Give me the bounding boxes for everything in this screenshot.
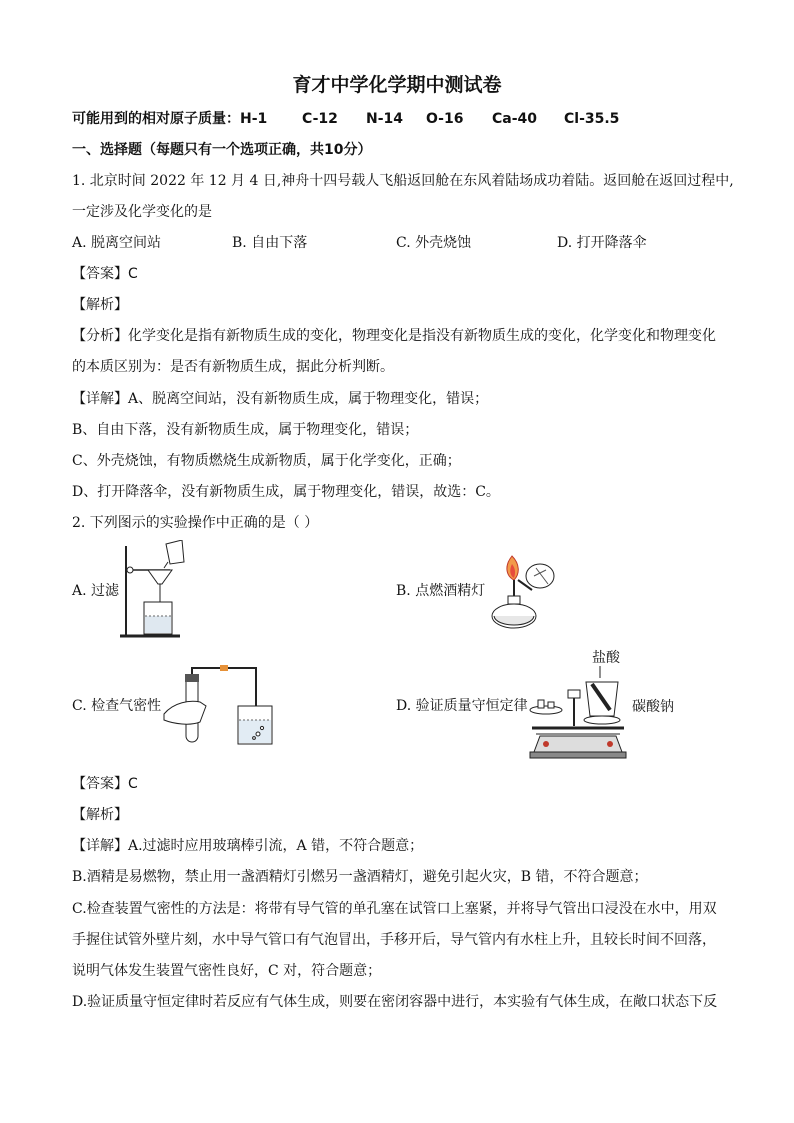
label-sodium-carbonate: 碳酸钠 [632, 699, 674, 715]
atomic-mass-ca: Ca-40 [492, 111, 538, 127]
q2-detail-a: 【详解】A.过滤时应用玻璃棒引流，A 错，不符合题意； [72, 838, 424, 854]
label-hydrochloric-acid: 盐酸 [592, 650, 620, 666]
q2-answer: 【答案】C [72, 776, 138, 792]
q1-answer: 【答案】C [72, 266, 138, 282]
q1-option-a: A. 脱离空间站 [72, 235, 162, 251]
balance-figure [526, 664, 636, 764]
q2-detail-c3: 说明气体发生装置气密性良好，C 对，符合题意； [72, 963, 382, 979]
q1-stem-line1: 1. 北京时间 2022 年 12 月 4 日,神舟十四号载人飞船返回舱在东风着陆场成功着陆。返回舱在返回过程中, [72, 173, 734, 189]
q1-option-c: C. 外壳烧蚀 [396, 235, 472, 251]
q2-detail-c2: 手握住试管外壁片刻，水中导气管口有气泡冒出，手移开后，导气管内有水柱上升，且较长时间不回落， [72, 932, 716, 948]
q1-detail-d: D、打开降落伞，没有新物质生成，属于物理变化，错误，故选：C。 [72, 484, 500, 500]
q2-option-b: B. 点燃酒精灯 [396, 583, 486, 599]
q2-detail-c1: C.检查装置气密性的方法是：将带有导气管的单孔塞在试管口上塞紧，并将导气管出口浸没在水中，用双 [72, 901, 717, 917]
q1-analysis-label: 【解析】 [72, 297, 128, 313]
atomic-masses-label: 可能用到的相对原子质量： [72, 111, 240, 127]
filtration-figure [118, 540, 198, 640]
q2-option-d: D. 验证质量守恒定律 [396, 698, 528, 714]
atomic-mass-c: C-12 [302, 111, 338, 127]
section-heading: 一、选择题（每题只有一个选项正确，共10分） [72, 142, 372, 158]
atomic-mass-h: H-1 [240, 111, 268, 127]
q2-detail-b: B.酒精是易燃物，禁止用一盏酒精灯引燃另一盏酒精灯，避免引起火灾，B 错，不符合题意； [72, 869, 648, 885]
page-title: 育才中学化学期中测试卷 [292, 74, 502, 96]
atomic-masses-line [72, 109, 619, 129]
q1-detail-a: 【详解】A、脱离空间站，没有新物质生成，属于物理变化，错误； [72, 391, 489, 407]
q2-detail-d: D.验证质量守恒定律时若反应有气体生成，则要在密闭容器中进行，本实验有气体生成，在敞口状态下反 [72, 994, 718, 1010]
q1-fenxi-line2: 的本质区别为：是否有新物质生成，据此分析判断。 [72, 359, 394, 375]
q1-fenxi-line1: 【分析】化学变化是指有新物质生成的变化，物理变化是指没有新物质生成的变化，化学变化和物理变化 [72, 328, 716, 344]
q1-stem-line2: 一定涉及化学变化的是 [72, 204, 212, 220]
atomic-mass-o: O-16 [426, 111, 464, 127]
q1-option-d: D. 打开降落伞 [557, 235, 647, 251]
atomic-mass-cl: Cl-35.5 [564, 111, 620, 127]
q2-stem: 2. 下列图示的实验操作中正确的是（ ） [72, 515, 319, 531]
q1-detail-c: C、外壳烧蚀，有物质燃烧生成新物质，属于化学变化，正确； [72, 453, 461, 469]
alcohol-lamp-figure [484, 550, 564, 634]
q2-option-c: C. 检查气密性 [72, 698, 162, 714]
q2-analysis-label: 【解析】 [72, 807, 128, 823]
airtightness-figure [160, 662, 280, 746]
q1-detail-b: B、自由下落，没有新物质生成，属于物理变化，错误； [72, 422, 419, 438]
atomic-mass-n: N-14 [366, 111, 404, 127]
q1-option-b: B. 自由下落 [232, 235, 308, 251]
q2-option-a: A. 过滤 [72, 583, 120, 599]
